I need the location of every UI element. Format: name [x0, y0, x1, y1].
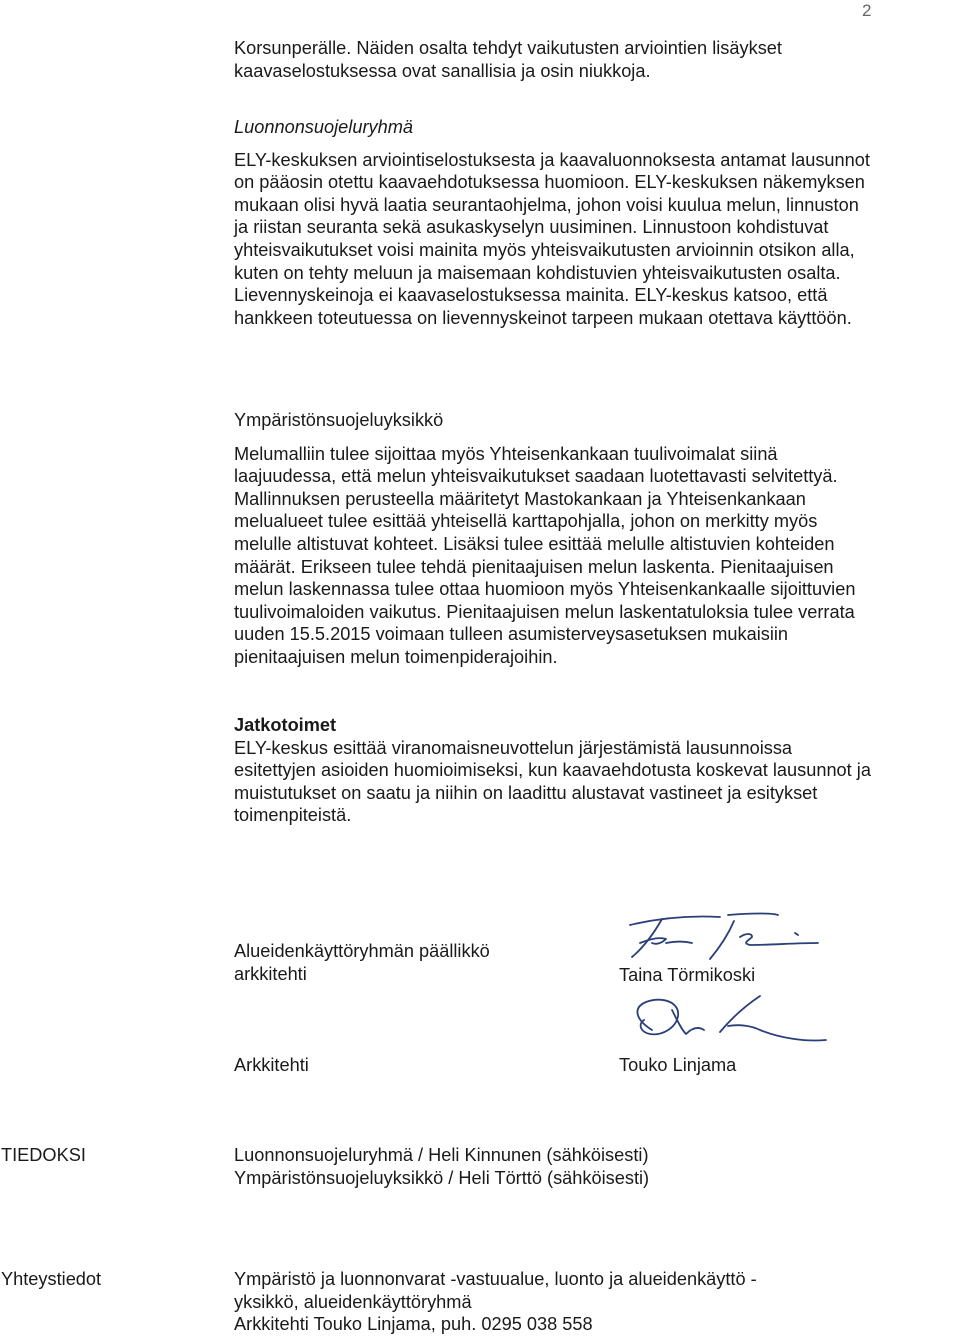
signature-linjama: [610, 990, 840, 1050]
yhteystiedot-label: Yhteystiedot: [1, 1269, 102, 1289]
tiedoksi-label: TIEDOKSI: [1, 1145, 86, 1165]
section-luonnonsuojelu: [234, 116, 874, 329]
section-heading: Ympäristönsuojeluyksikkö: [234, 410, 444, 430]
yhteystiedot-info: [234, 1268, 874, 1336]
signer1-name: Taina Törmikoski: [619, 965, 756, 985]
signer1-title: [234, 940, 490, 985]
tiedoksi-list: [234, 1144, 874, 1189]
contact-line: yksikkö, alueidenkäyttöryhmä: [234, 1291, 472, 1312]
page-number: 2: [862, 1, 872, 20]
section-body: ELY-keskuksen arviointiselostuksesta ja kaavaluonnoksesta antamat lausunnot on pääosin otettu kaavaehdotuksessa huomioon. ELY-keskuksen näkemyksen mukaan olisi hyvä laatia seurantaohjelma, johon voisi kuulua melun, linnuston ja riistan seuranta sekä asukaskyselyn uusiminen. Linnustoon kohdistuvat yhteisvaikutukset voisi mainita myös yhteisvaikutusten arvioinnin otsikon alla, kuten on tehty meluun ja maisemaan kohdistuvien yhteisvaikutusten osalta. Lievennyskeinoja ei kaavaselostuksessa mainita. ELY-keskus katsoo, että hankkeen toteutuessa on lievennyskeinot tarpeen mukaan otettava käyttöön.: [234, 149, 870, 328]
section-jatkotoimet: [234, 714, 874, 827]
intro-text: Korsunperälle. Näiden osalta tehdyt vaikutusten arviointien lisäykset kaavaselostuksessa ovat sanallisia ja osin niukkoja.: [234, 38, 782, 81]
signer1-title-line1: Alueidenkäyttöryhmän päällikkö: [234, 941, 490, 961]
contact-line: Arkkitehti Touko Linjama, puh. 0295 038 558: [234, 1314, 593, 1335]
tiedoksi-line: Ympäristönsuojeluyksikkö / Heli Törttö (sähköisesti): [234, 1167, 650, 1188]
section-heading: Luonnonsuojeluryhmä: [234, 117, 413, 137]
section-body: ELY-keskus esittää viranomaisneuvottelun järjestämistä lausunnoissa esitettyjen asioiden huomioimiseksi, kun kaavaehdotusta koskevat lausunnot ja muistutukset on saatu ja niihin on laadittu alustavat vastineet ja esitykset toimenpiteistä.: [234, 737, 871, 826]
signer2-name: Touko Linjama: [619, 1055, 737, 1075]
section-body: Melumalliin tulee sijoittaa myös Yhteisenkankaan tuulivoimalat siinä laajuudessa, että melun yhteisvaikutukset saadaan luotettavasti selvitettyä. Mallinnuksen perusteella määritetyt Mastokankaan ja Yhteisenkankaan melualueet tulee esittää yhteisellä karttapohjalla, johon on merkitty myös melulle altistuvat kohteet. Lisäksi tulee esittää melulle altistuvien kohteiden määrät. Erikseen tulee tehdä pienitaajuisen melun laskenta. Pienitaajuisen melun laskennassa tulee ottaa huomioon myös Yhteisenkankaalle sijoittuvien tuulivoimaloiden vaikutus. Pienitaajuisen melun laskentatuloksia tulee verrata uuden 15.5.2015 voimaan tulleen asumisterveysasetuksen mukaisiin pienitaajuisen melun toimenpiderajoihin.: [234, 443, 856, 667]
contact-line: Ympäristö ja luonnonvarat -vastuualue, luonto ja alueidenkäyttö -: [234, 1269, 757, 1289]
signature-tormikoski: [610, 905, 830, 965]
signer2-title: Arkkitehti: [234, 1055, 309, 1075]
tiedoksi-line: Luonnonsuojeluryhmä / Heli Kinnunen (sähköisesti): [234, 1145, 649, 1165]
section-ymparistonsuojelu: [234, 409, 874, 669]
signer1-title-line2: arkkitehti: [234, 963, 307, 984]
section-heading: Jatkotoimet: [234, 715, 337, 735]
intro-paragraph: [234, 37, 874, 82]
